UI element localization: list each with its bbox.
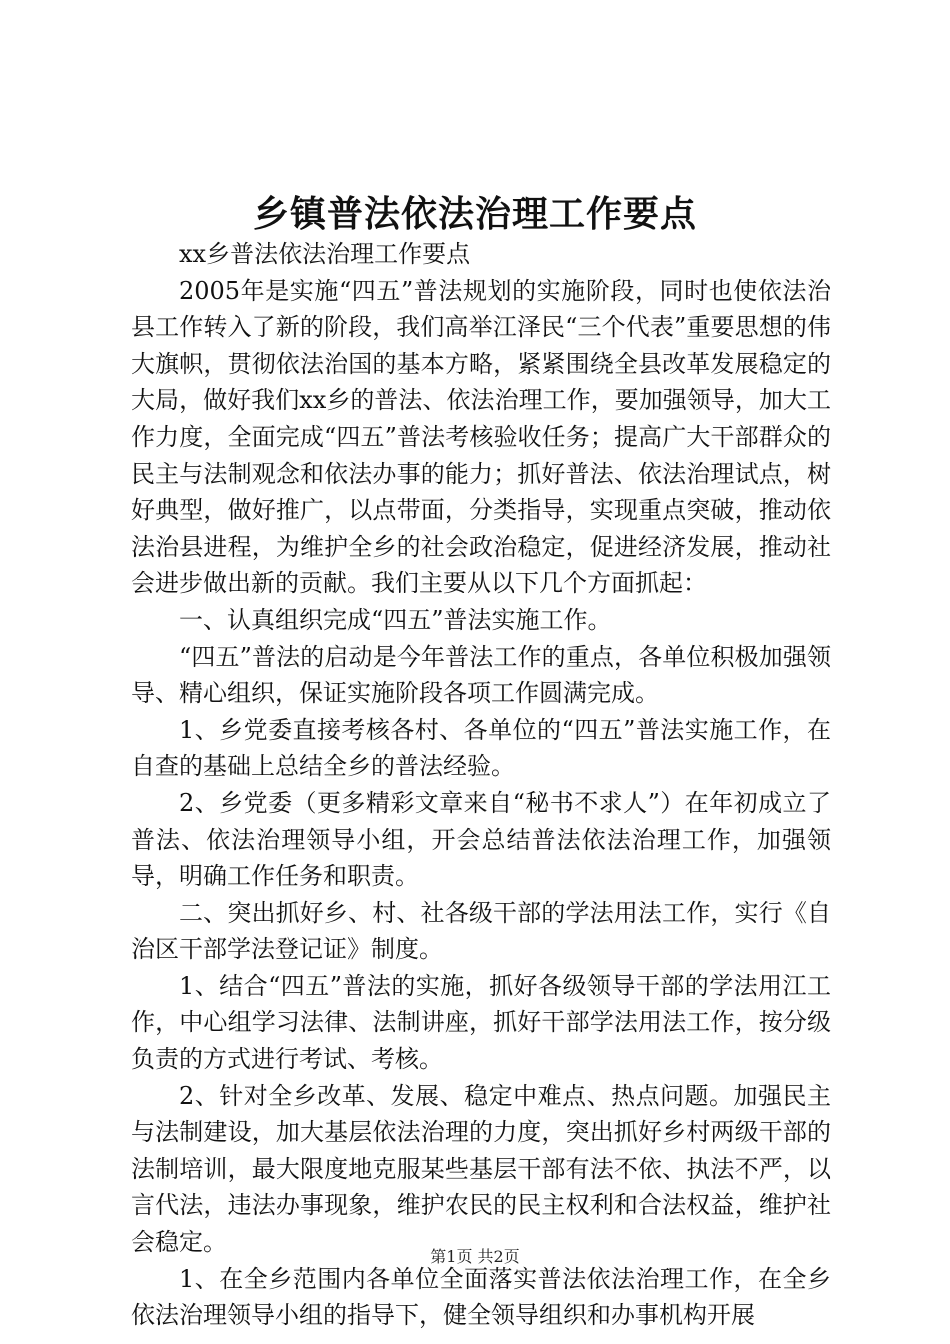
paragraph-intro: 2005年是实施“四五”普法规划的实施阶段，同时也使依法治县工作转入了新的阶段，我们高举江泽民“三个代表”重要思想的伟大旗帜，贯彻依法治国的基本方略，紧紧围绕全县改革发展稳定的大局，做好我们xx乡的普法、依法治理工作，要加强领导，加大工作力度，全面完成“四五”普法考核验收任务；提高广大干部群众的民主与法制观念和依法办事的能力；抓好普法、依法治理试点，树好典型，做好推广，以点带面，分类指导，实现重点突破，推动依法治县进程，为维护全乡的社会政治稳定，促进经济发展，推动社会进步做出新的贡献。我们主要从以下几个方面抓起：	[131, 276, 831, 598]
paragraph: “四五”普法的启动是今年普法工作的重点，各单位积极加强领导、精心组织，保证实施阶段各项工作圆满完成。	[131, 642, 831, 708]
section-heading-2: 二、突出抓好乡、村、社各级干部的学法用法工作，实行《自治区干部学法登记证》制度。	[131, 898, 831, 964]
paragraph: 1、在全乡范围内各单位全面落实普法依法治理工作，在全乡依法治理领导小组的指导下，健全领导组织和办事机构开展	[131, 1264, 831, 1330]
paragraph: 2、乡党委（更多精彩文章来自“秘书不求人”）在年初成立了普法、依法治理领导小组，开会总结普法依法治理工作，加强领导，明确工作任务和职责。	[131, 788, 831, 891]
section-heading-1: 一、认真组织完成“四五”普法实施工作。	[179, 605, 612, 634]
paragraph: 2、针对全乡改革、发展、稳定中难点、热点问题。加强民主与法制建设，加大基层依法治理的力度，突出抓好乡村两级干部的法制培训，最大限度地克服某些基层干部有法不依、执法不严，以言代法，违法办事现象，维护农民的民主权利和合法权益，维护社会稳定。	[131, 1081, 831, 1257]
document-title: 乡镇普法依法治理工作要点	[252, 194, 697, 235]
page-number-footer: 第1页 共2页	[430, 1247, 520, 1266]
paragraph-subtitle: xx乡普法依法治理工作要点	[179, 240, 471, 268]
document-body	[131, 236, 831, 1334]
paragraph: 1、乡党委直接考核各村、各单位的“四五”普法实施工作，在自查的基础上总结全乡的普法经验。	[131, 715, 831, 781]
paragraph: 1、结合“四五”普法的实施，抓好各级领导干部的学法用江工作，中心组学习法律、法制讲座，抓好干部学法用法工作，按分级负责的方式进行考试、考核。	[131, 971, 831, 1074]
